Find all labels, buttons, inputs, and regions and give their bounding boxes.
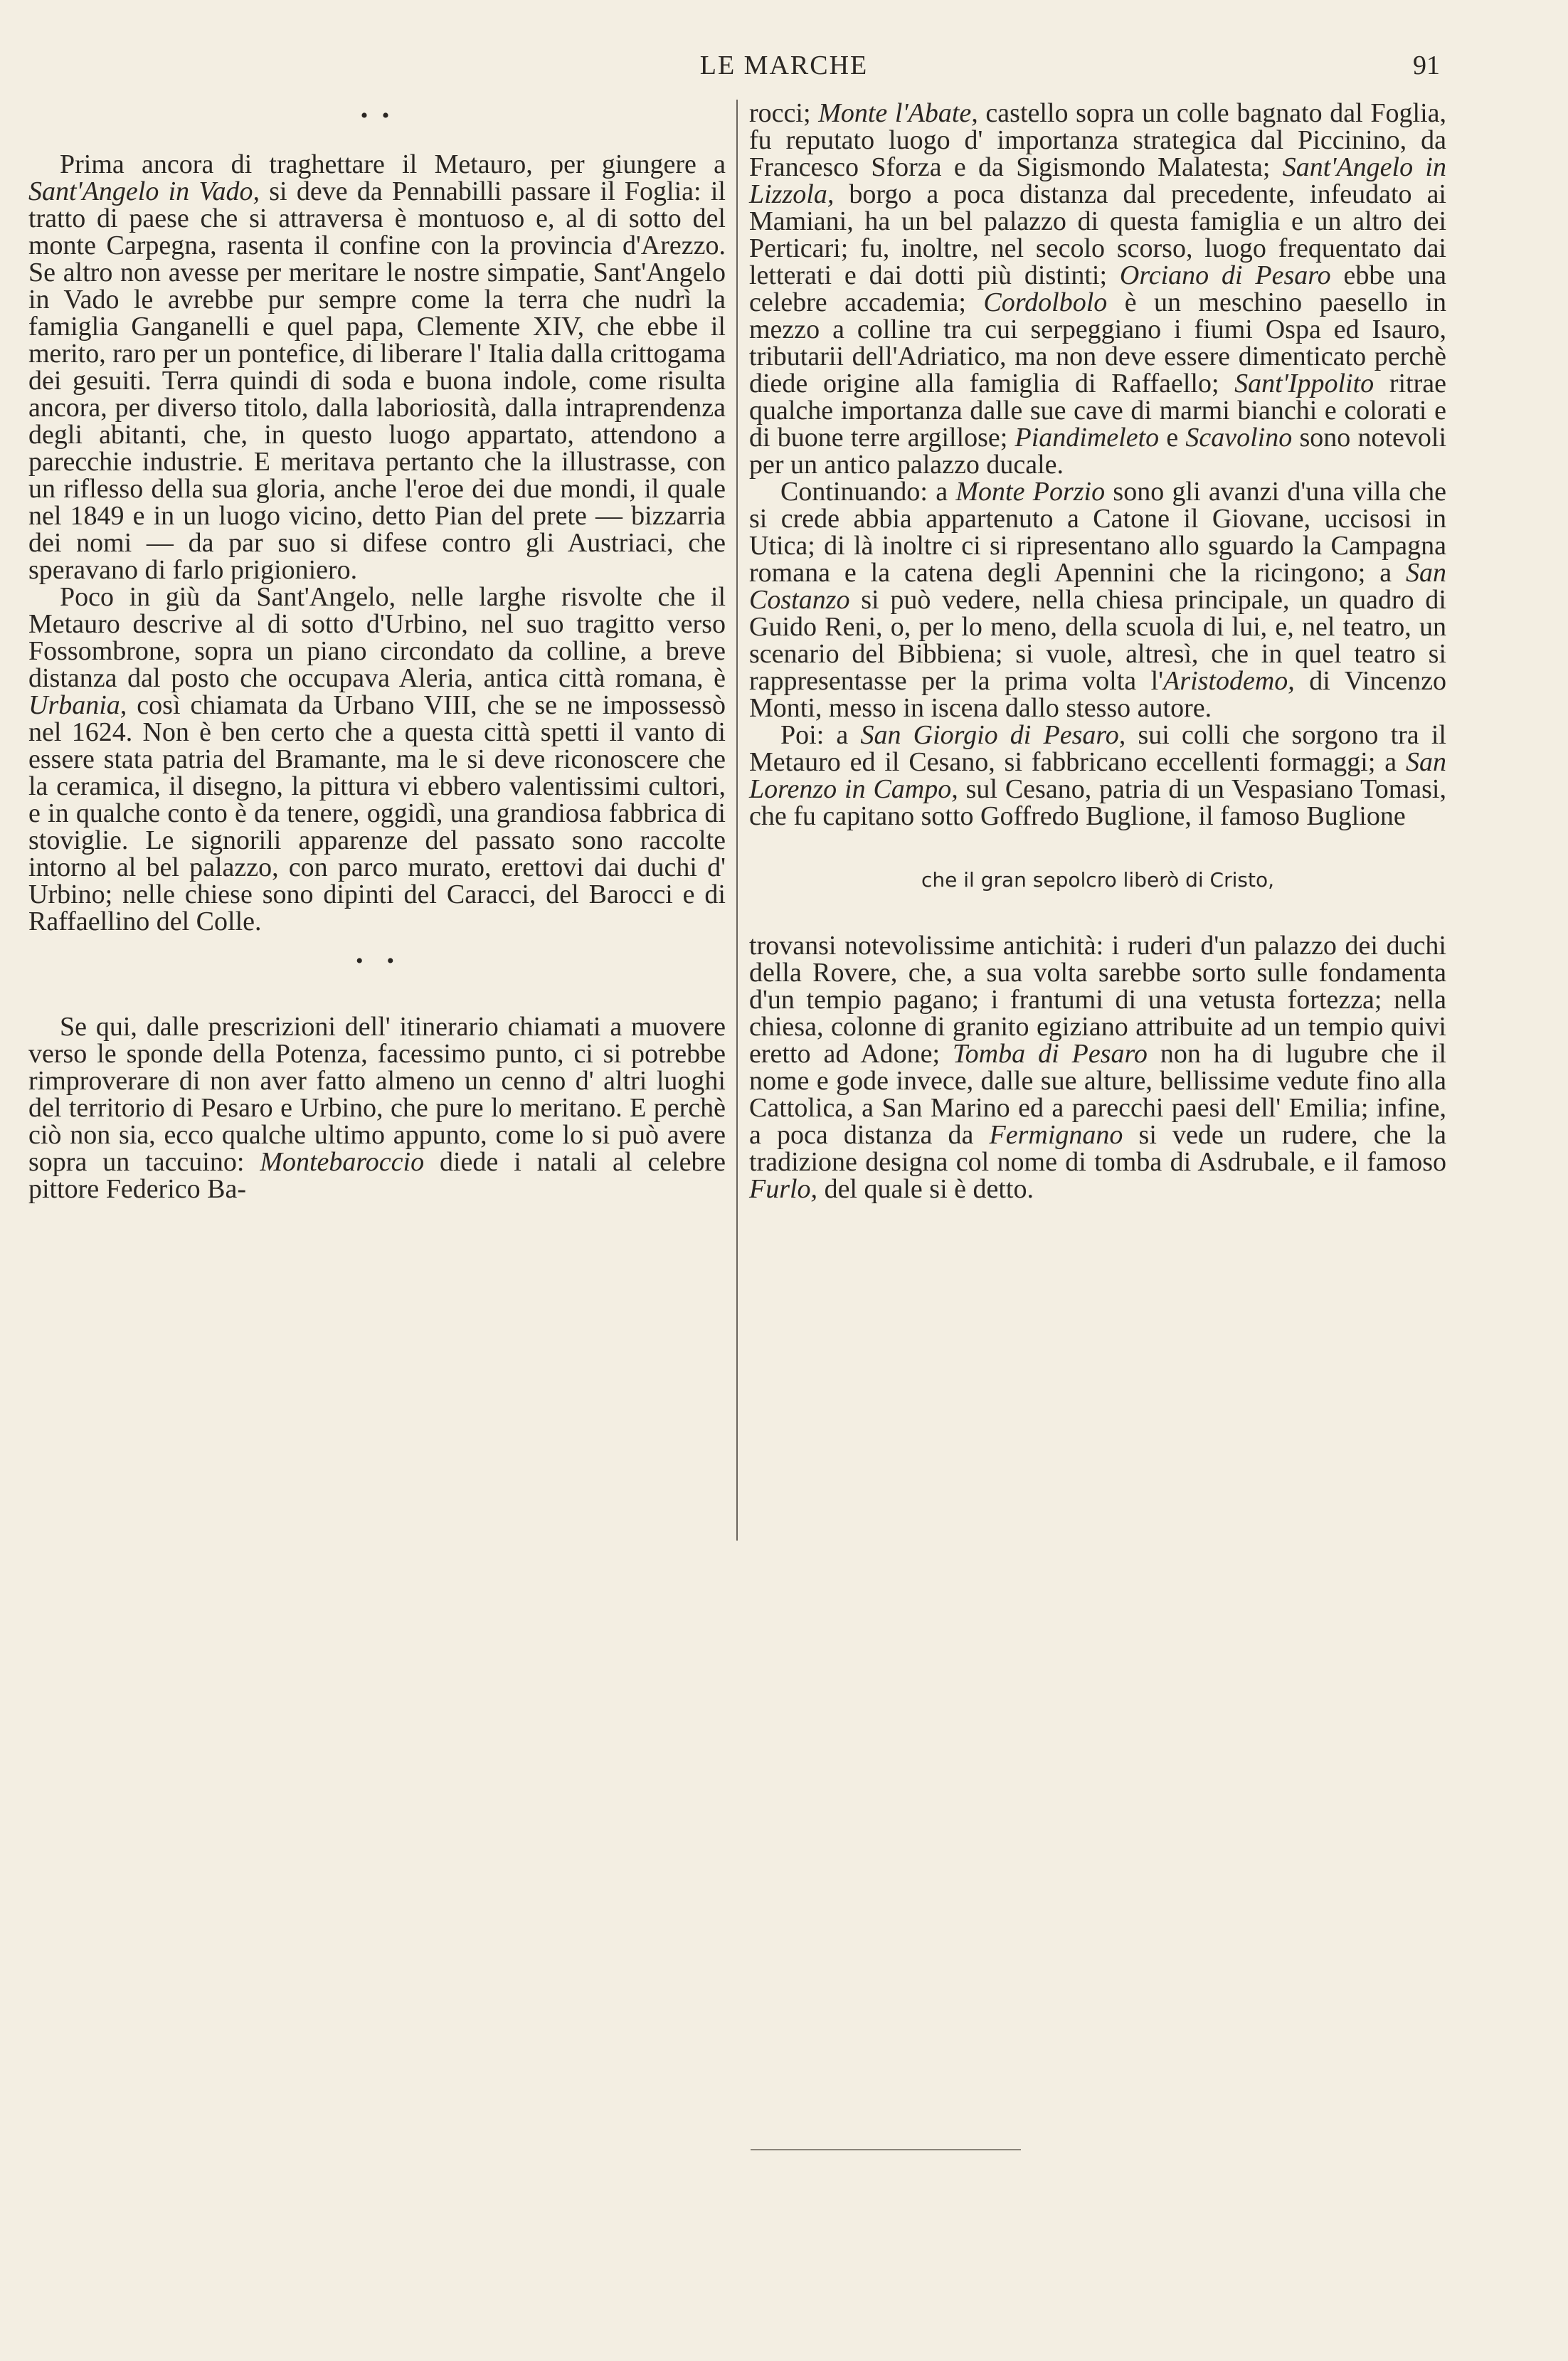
text-run: ritrae qualche importanza dalle sue cave di marmi bianchi e colorati e di buone terre argillose;: [749, 369, 1447, 453]
paragraph-trovansi: [749, 932, 1446, 1203]
text-run: e: [1159, 423, 1186, 453]
text-run: sul Cesano, patria di un Vespasiano Tomasi, che fu capitano sotto Goffredo Buglione, il famoso Buglione: [749, 774, 1446, 831]
place-name: Monte Porzio: [955, 477, 1106, 507]
paragraph-san-giorgio: [749, 722, 1446, 830]
work-title: Aristodemo,: [1163, 666, 1295, 696]
verse-quotation: che il gran sepolcro liberò di Cristo,: [921, 868, 1274, 892]
text-run: Prima ancora di traghettare il Metauro, per giungere a: [60, 149, 726, 179]
text-run: Continuando: a: [780, 477, 956, 507]
text-run: si può vedere, nella chiesa principale, un quadro di Guido Reni, o, per lo meno, della scuola di lui, e, nel teatro, un scenario del Bibbiena; si vuole, altresì, che in quel teatro si rappresentasse per la prima volta l': [749, 585, 1446, 696]
footer-rule: [751, 2149, 1021, 2150]
paragraph-santangelo: [28, 151, 726, 583]
text-run: diede i natali al celebre pittore Federico Ba-: [28, 1147, 726, 1204]
text-run: di Vincenzo Monti, messo in iscena dallo stesso autore.: [749, 666, 1447, 723]
text-run: trovansi notevolissime antichità: i ruderi d'un palazzo dei duchi della Rovere, che, a sua volta sarebbe sorto sulle fondamenta d'un tempio pagano; i frantumi di una vetusta fortezza; nella chiesa, colonne di granito egiziano attribuite ad un tempio quivi eretto ad Adone;: [749, 931, 1446, 1069]
place-name: Scavolino: [1185, 423, 1293, 453]
place-name: Fermignano: [989, 1120, 1123, 1150]
place-name: Montebaroccio: [260, 1147, 425, 1177]
place-name: San Costanzo: [749, 558, 1446, 615]
text-run: borgo a poca distanza dal precedente, infeudato ai Mamiani, ha un bel palazzo di questa famiglia e un altro dei Perticari; fu, inoltre, nel secolo scorso, luogo frequentato dai letterati e dai dotti più distinti;: [749, 179, 1446, 290]
place-name: Sant'Angelo in Lizzola,: [749, 152, 1446, 209]
text-run: Poco in giù da Sant'Angelo, nelle larghe risvolte che il Metauro descrive al di sotto d'Urbino, nel suo tragitto verso Fossombrone, sopra un piano circondato da colline, a breve distanza dal posto che occupava Aleria, antica città romana, è: [28, 582, 726, 693]
place-name: Orciano di Pesaro: [1119, 260, 1331, 290]
place-name: Monte l'Abate,: [818, 98, 978, 128]
text-run: sono notevoli per un antico palazzo ducale.: [749, 423, 1446, 480]
text-run: non ha di lugubre che il nome e gode invece, dalle sue alture, bellissime vedute fino alla Cattolica, a San Marino ed a parecchi paesi dell' Emilia; infine, a poca distanza da: [749, 1039, 1446, 1150]
place-name: Sant'Ippolito: [1234, 369, 1374, 398]
text-run: è un meschino paesello in mezzo a colline tra cui serpeggiano i fiumi Ospa ed Isauro, tributarii dell'Adriatico, ma non deve essere dimenticato perchè diede origine alla famiglia di Raffaello;: [749, 287, 1447, 398]
text-run: si vede un rudere, che la tradizione designa col nome di tomba di Asdrubale, e il famoso: [749, 1120, 1447, 1177]
running-title: LE MARCHE: [699, 51, 869, 80]
place-name: Cordolbolo: [983, 287, 1108, 317]
left-column: [28, 100, 726, 1203]
text-run: ebbe una celebre accademia;: [749, 260, 1446, 317]
place-name: Sant'Angelo in Vado,: [28, 176, 260, 206]
paragraph-monte-abate: [749, 100, 1446, 478]
page-number: 91: [1413, 51, 1440, 80]
place-name: Piandimeleto: [1015, 423, 1160, 453]
running-head: [0, 50, 1568, 93]
section-break-mid: • •: [355, 949, 398, 973]
paragraph-continuando: [749, 478, 1446, 722]
place-name: Urbania,: [28, 690, 127, 720]
right-column: [749, 100, 1446, 1203]
text-run: sono gli avanzi d'una villa che si crede abbia appartenuto a Catone il Giovane, uccisosi in Utica; di là inoltre ci si ripresentano allo sguardo la Campagna romana e la catena degli Apennini che la ricingono; a: [749, 477, 1446, 588]
place-name: Tomba di Pesaro: [953, 1039, 1148, 1069]
section-break-top: • •: [360, 104, 394, 127]
paragraph-itinerario: [28, 1013, 726, 1203]
column-divider: [736, 100, 738, 1541]
place-name: San Lorenzo in Campo,: [749, 747, 1446, 804]
place-name: Furlo,: [749, 1174, 818, 1204]
text-run: rocci;: [749, 98, 819, 128]
text-run: castello sopra un colle bagnato dal Foglia, fu reputato luogo d' importanza strategica dal Piccinino, da Francesco Sforza e da Sigismondo Malatesta;: [749, 98, 1447, 182]
text-run: Se qui, dalle prescrizioni dell' itinerario chiamati a muovere verso le sponde della Potenza, facessimo punto, ci si potrebbe rimproverare di non aver fatto almeno un cenno d' altri luoghi del territorio di Pesaro e Urbino, che pure lo meritano. E perchè ciò non sia, ecco qualche ultimo appunto, come lo si può avere sopra un taccuino:: [28, 1012, 726, 1177]
paragraph-urbania: [28, 583, 726, 935]
text-run: si deve da Pennabilli passare il Foglia: il tratto di paese che si attraversa è montuoso e, al di sotto del monte Carpegna, rasenta il confine con la provincia d'Arezzo. Se altro non avesse per meritare le nostre simpatie, Sant'Angelo in Vado le avrebbe pur sempre come la terra che nudrì la famiglia Ganganelli e quel papa, Clemente XIV, che ebbe il merito, raro per un pontefice, di liberare l' Italia dalla crittogama dei gesuiti. Terra quindi di soda e buona indole, come risulta ancora, per diverso titolo, dalla laboriosità, dalla intraprendenza degli abitanti, che, in questo luogo appartato, attendono a parecchie industrie. E meritava pertanto che la illustrasse, con un riflesso della sua gloria, anche l'eroe dei due mondi, il quale nel 1849 e in un luogo vicino, detto Pian del prete — bizzarria dei nomi — da par suo si difese contro gli Austriaci, che speravano di farlo prigioniero.: [28, 176, 726, 585]
text-run: Poi: a: [780, 720, 861, 750]
text-run: così chiamata da Urbano VIII, che se ne impossessò nel 1624. Non è ben certo che a questa città spetti il vanto di essere stata patria del Bramante, ma le si deve riconoscere che la ceramica, il disegno, la pittura vi ebbero valentissimi cultori, e in qualche conto è da tenere, oggidì, una grandiosa fabbrica di stoviglie. Le signorili apparenze del passato sono raccolte intorno al bel palazzo, con parco murato, erettovi dai duchi d' Urbino; nelle chiese sono dipinti del Caracci, del Barocci e di Raffaellino del Colle.: [28, 690, 726, 936]
text-run: del quale si è detto.: [817, 1174, 1034, 1204]
place-name: San Giorgio di Pesaro,: [860, 720, 1126, 750]
text-run: sui colli che sorgono tra il Metauro ed il Cesano, si fabbricano eccellenti formaggi; a: [749, 720, 1446, 777]
